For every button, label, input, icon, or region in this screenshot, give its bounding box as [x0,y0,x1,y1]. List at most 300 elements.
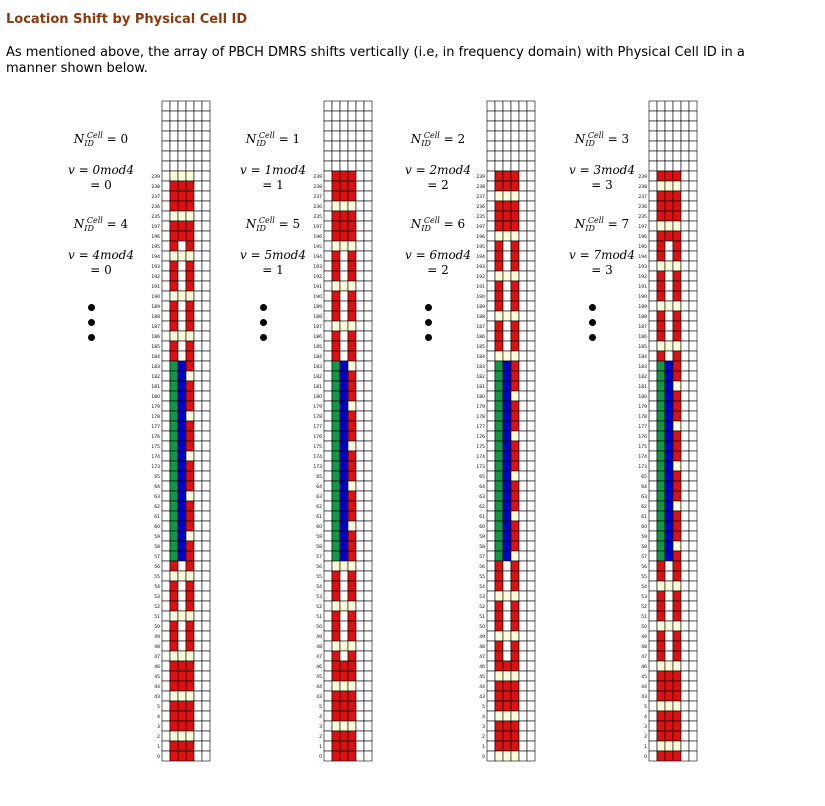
grid-cell [673,261,681,271]
grid-cell [194,661,202,671]
grid-cell [649,301,657,311]
row-label: 3 [644,725,647,730]
grid-cell [519,461,527,471]
row-label: 239 [638,175,647,180]
grid-cell [503,521,511,531]
grid-cell [487,551,495,561]
grid-cell [364,541,372,551]
grid-cell [527,681,535,691]
grid-cell [340,701,348,711]
grid-cell [178,481,186,491]
grid-cell [340,711,348,721]
grid-cell [332,721,340,731]
grid-cell [340,491,348,501]
grid-cell [340,651,348,661]
grid-cell [519,381,527,391]
row-label: 195 [151,245,160,250]
grid-cell [186,271,194,281]
grid-cell [487,111,495,121]
grid-cell [202,751,210,761]
row-label: 181 [638,385,647,390]
grid-cell [527,171,535,181]
grid-cell [202,311,210,321]
grid-cell [170,221,178,231]
grid-cell [511,731,519,741]
grid-cell [527,161,535,171]
grid-cell [324,361,332,371]
grid-cell [364,151,372,161]
grid-cell [503,591,511,601]
grid-cell [657,301,665,311]
grid-cell [657,701,665,711]
grid-cell [665,331,673,341]
grid-cell [186,471,194,481]
grid-cell [186,241,194,251]
row-label: 63 [154,495,160,500]
grid-cell [673,211,681,221]
grid-cell [162,151,170,161]
grid-cell [364,531,372,541]
grid-cell [487,681,495,691]
grid-cell [194,591,202,601]
grid-cell [356,531,364,541]
grid-cell [162,521,170,531]
grid-cell [348,631,356,641]
grid-cell [673,481,681,491]
grid-cell [324,491,332,501]
grid-cell [673,371,681,381]
grid-cell [665,241,673,251]
grid-cell [348,161,356,171]
grid-cell [511,291,519,301]
grid-cell [186,391,194,401]
row-label: 55 [479,575,485,580]
grid-cell [503,301,511,311]
grid-cell [364,551,372,561]
grid-cell [519,341,527,351]
row-label: 175 [151,445,160,450]
grid-cell [527,651,535,661]
grid-cell [657,131,665,141]
row-label: 235 [476,215,485,220]
grid-cell [340,161,348,171]
grid-cell [665,701,673,711]
grid-cell [340,301,348,311]
grid-cell [665,341,673,351]
grid-cell [364,281,372,291]
shift-result: = 1 [262,263,284,277]
grid-cell [649,431,657,441]
grid-cell [348,211,356,221]
grid-cell [681,561,689,571]
shift-formula: v = 0mod4 [67,163,135,177]
grid-cell [162,631,170,641]
grid-cell [178,131,186,141]
grid-cell [186,371,194,381]
grid-cell [202,521,210,531]
grid-cell [657,401,665,411]
grid-cell [495,321,503,331]
grid-cell [348,221,356,231]
grid-cell [178,321,186,331]
grid-cell [340,641,348,651]
grid-cell [649,741,657,751]
grid-cell [194,331,202,341]
row-label: 183 [476,365,485,370]
row-label: 190 [638,295,647,300]
grid-cell [202,341,210,351]
grid-cell [332,751,340,761]
grid-cell [324,511,332,521]
grid-cell [170,101,178,111]
grid-cell [202,171,210,181]
grid-cell [194,631,202,641]
grid-cell [202,191,210,201]
grid-cell [356,181,364,191]
row-label: 180 [313,395,322,400]
grid-cell [519,171,527,181]
grid-cell [324,671,332,681]
grid-cell [487,621,495,631]
grid-cell [340,631,348,641]
row-label: 44 [641,685,647,690]
grid-cell [681,571,689,581]
grid-cell [202,351,210,361]
grid-cell [324,481,332,491]
grid-cell [194,311,202,321]
grid-cell [503,221,511,231]
row-label: 5 [319,705,322,710]
row-label: 179 [476,405,485,410]
row-label: 192 [476,275,485,280]
grid-cell [356,321,364,331]
grid-cell [673,271,681,281]
grid-cell [689,511,697,521]
grid-cell [681,641,689,651]
grid-cell [162,161,170,171]
grid-cell [202,181,210,191]
grid-cell [665,691,673,701]
grid-cell [332,111,340,121]
grid-cell [332,341,340,351]
cell-id-value: = 2 [439,132,466,146]
shift-formula: v = 4mod4 [67,248,135,262]
row-label: 52 [479,605,485,610]
row-label: 62 [316,505,322,510]
row-label: 195 [476,245,485,250]
grid-cell [202,101,210,111]
intro-paragraph: As mentioned above, the array of PBCH DMRS shifts vertically (i.e, in frequency domain) with Physical Cell ID in a manner shown below. [6,45,745,76]
row-label: 239 [313,175,322,180]
grid-cell [519,321,527,331]
grid-cell [689,531,697,541]
row-label: 1 [157,745,160,750]
grid-cell [324,331,332,341]
grid-cell [348,341,356,351]
grid-cell [495,281,503,291]
grid-cell [511,511,519,521]
grid-cell [527,641,535,651]
row-label: 60 [316,525,322,530]
grid-cell [519,471,527,481]
grid-cell [689,581,697,591]
grid-cell [356,151,364,161]
grid-cell [657,361,665,371]
grid-cell [673,511,681,521]
grid-cell [202,511,210,521]
grid-cell [681,171,689,181]
grid-cell [657,251,665,261]
grid-cell [356,691,364,701]
grid-cell [495,101,503,111]
grid-cell [503,641,511,651]
row-label: 55 [641,575,647,580]
grid-cell [332,551,340,561]
grid-cell [162,471,170,481]
shift-formula: v = 6mod4 [404,248,472,262]
grid-cell [487,181,495,191]
grid-cell [178,561,186,571]
grid-cell [665,131,673,141]
grid-cell [162,661,170,671]
grid-cell [527,571,535,581]
row-label: 176 [313,435,322,440]
grid-cell [511,391,519,401]
grid-cell [681,361,689,371]
grid-cell [332,581,340,591]
row-label: 188 [151,315,160,320]
grid-cell [673,341,681,351]
grid-cell [364,571,372,581]
grid-cell [202,451,210,461]
grid-cell [364,561,372,571]
grid-cell [495,461,503,471]
grid-cell [689,111,697,121]
grid-cell [356,481,364,491]
grid-cell [364,521,372,531]
grid-cell [511,551,519,561]
grid-cell [657,411,665,421]
grid-cell [519,401,527,411]
grid-cell [649,681,657,691]
grid-cell [681,221,689,231]
grid-cell [332,651,340,661]
grid-cell [170,391,178,401]
grid-cell [511,341,519,351]
grid-cell [202,431,210,441]
grid-cell [689,401,697,411]
grid-cell [495,551,503,561]
grid-cell [194,551,202,561]
cell-id-formula-top: $N_{ID}^{Cell} = 0$ v = 0mod4 = 0 [36,128,166,193]
grid-cell [487,161,495,171]
grid-cell [511,691,519,701]
row-label: 184 [476,355,485,360]
row-label: 61 [316,515,322,520]
row-label: 49 [316,635,322,640]
grid-cell [194,581,202,591]
grid-cell [324,651,332,661]
grid-cell [178,411,186,421]
grid-cell [689,411,697,421]
grid-cell [364,751,372,761]
grid-cell [364,321,372,331]
grid-cell [194,671,202,681]
grid-cell [527,431,535,441]
grid-cell [673,641,681,651]
grid-cell [202,561,210,571]
row-label: 187 [638,325,647,330]
grid-cell [364,361,372,371]
grid-cell [340,291,348,301]
grid-cell [178,431,186,441]
grid-cell [364,401,372,411]
grid-cell [657,341,665,351]
grid-cell [340,231,348,241]
grid-cell [527,131,535,141]
grid-cell [503,671,511,681]
grid-cell [170,671,178,681]
grid-cell [170,401,178,411]
row-label: 0 [157,755,160,760]
grid-cell [681,611,689,621]
grid-cell [340,351,348,361]
grid-cell [356,681,364,691]
row-label: 197 [638,225,647,230]
grid-cell [162,561,170,571]
grid-cell [340,611,348,621]
grid-cell [194,651,202,661]
grid-cell [186,101,194,111]
grid-cell [689,501,697,511]
grid-cell [665,191,673,201]
grid-cell [503,621,511,631]
grid-cell [162,531,170,541]
grid-cell [495,581,503,591]
grid-cell [162,721,170,731]
grid-cell [665,371,673,381]
row-label: 239 [151,175,160,180]
grid-cell [332,521,340,531]
row-label: 187 [151,325,160,330]
row-label: 174 [151,455,160,460]
grid-cell [511,181,519,191]
grid-cell [162,211,170,221]
row-label: 60 [641,525,647,530]
grid-cell [673,621,681,631]
grid-cell [511,561,519,571]
grid-cell [495,481,503,491]
grid-cell [665,571,673,581]
row-label: 56 [641,565,647,570]
grid-cell [186,351,194,361]
row-label: 177 [151,425,160,430]
row-label: 63 [479,495,485,500]
grid-cell [689,421,697,431]
grid-cell [681,671,689,681]
grid-cell [673,721,681,731]
row-label: 61 [641,515,647,520]
grid-cell [511,261,519,271]
row-label: 177 [313,425,322,430]
grid-cell [170,141,178,151]
grid-cell [348,741,356,751]
grid-cell [495,631,503,641]
grid-cell [495,651,503,661]
grid-cell [689,171,697,181]
grid-cell [162,201,170,211]
grid-cell [162,461,170,471]
row-label: 180 [151,395,160,400]
row-label: 183 [151,365,160,370]
grid-cell [348,191,356,201]
grid-cell [689,681,697,691]
grid-cell [519,681,527,691]
grid-cell [162,331,170,341]
row-label: 49 [479,635,485,640]
grid-cell [170,341,178,351]
grid-cell [527,731,535,741]
grid-cell [657,481,665,491]
grid-cell [324,431,332,441]
grid-cell [503,331,511,341]
row-label: 45 [479,675,485,680]
grid-cell [356,381,364,391]
grid-cell [178,271,186,281]
grid-cell [689,741,697,751]
grid-cell [689,551,697,561]
grid-cell [657,241,665,251]
grid-cell [527,441,535,451]
grid-cell [673,551,681,561]
grid-cell [356,431,364,441]
grid-cell [348,351,356,361]
grid-cell [356,191,364,201]
row-label: 1 [644,745,647,750]
grid-cell [194,211,202,221]
grid-cell [665,301,673,311]
grid-cell [665,261,673,271]
grid-cell [673,161,681,171]
grid-cell [665,111,673,121]
grid-cell [665,601,673,611]
row-label: 238 [638,185,647,190]
resource-grid [151,101,210,761]
grid-cell [511,671,519,681]
grid-cell [202,651,210,661]
grid-cell [170,701,178,711]
grid-cell [527,341,535,351]
grid-cell [332,571,340,581]
grid-cell [681,501,689,511]
grid-cell [324,411,332,421]
grid-cell [503,731,511,741]
grid-cell [324,621,332,631]
grid-cell [487,451,495,461]
grid-cell [665,471,673,481]
grid-cell [495,191,503,201]
grid-cell [527,501,535,511]
grid-cell [324,101,332,111]
grid-cell [348,391,356,401]
grid-cell [332,121,340,131]
grid-cell [519,231,527,241]
grid-cell [495,381,503,391]
grid-cell [162,371,170,381]
grid-cell [649,161,657,171]
grid-cell [202,111,210,121]
grid-cell [673,201,681,211]
